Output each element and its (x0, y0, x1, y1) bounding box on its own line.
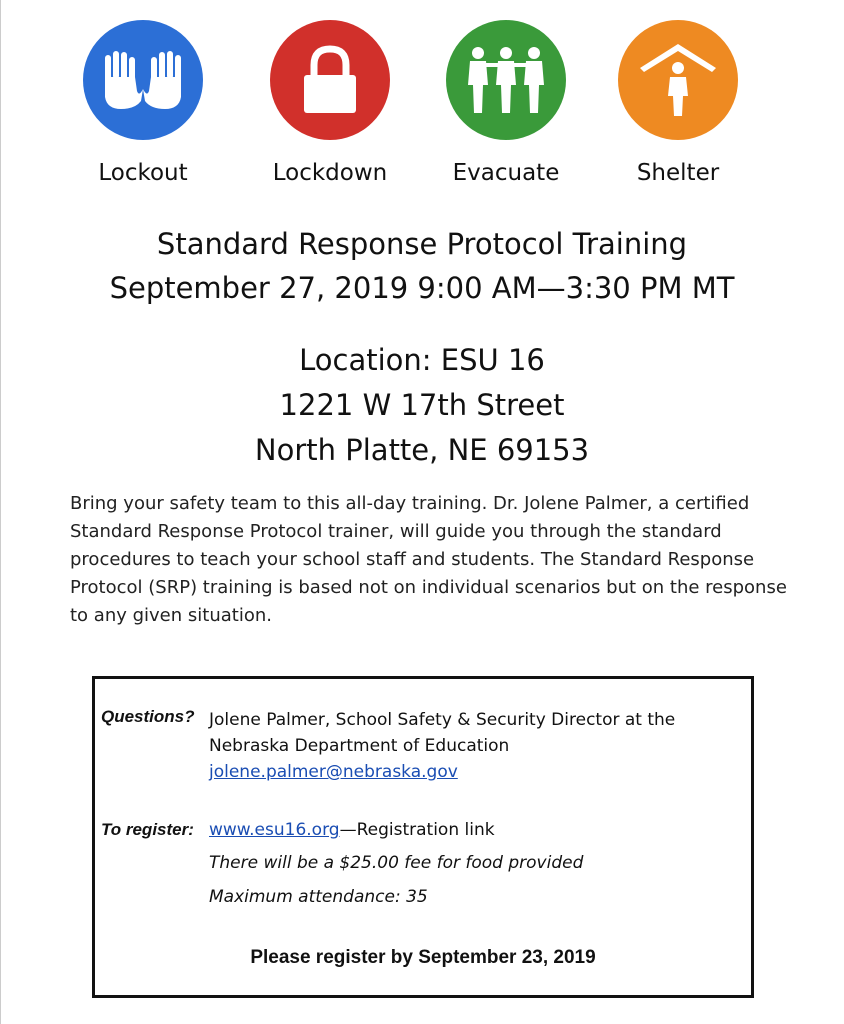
srp-icon-row (0, 20, 844, 190)
title-line-2: September 27, 2019 9:00 AM—3:30 PM MT (109, 271, 735, 305)
shelter-label: Shelter (636, 160, 720, 186)
registration-deadline: Please register by September 23, 2019 (250, 947, 596, 968)
hands-raised-icon (101, 49, 185, 111)
lockout-circle (83, 20, 203, 140)
shelter-column (598, 20, 758, 186)
register-link[interactable]: www.esu16.org (209, 820, 340, 840)
shelter-circle (618, 20, 738, 140)
event-title (0, 222, 844, 310)
location-line-2: 1221 W 17th Street (279, 388, 565, 422)
lockdown-column (250, 20, 410, 186)
register-suffix: —Registration link (339, 820, 495, 840)
questions-line-1: Jolene Palmer, School Safety & Security Director at the (209, 710, 676, 730)
evacuate-circle (446, 20, 566, 140)
evacuate-column (426, 20, 586, 186)
questions-contact (209, 707, 729, 785)
fee-note: There will be a $25.00 fee for food provided (209, 853, 584, 873)
location-line-1: Location: ESU 16 (299, 343, 545, 377)
location-line-3: North Platte, NE 69153 (254, 433, 590, 467)
evacuate-label: Evacuate (452, 160, 560, 186)
max-attendance: Maximum attendance: 35 (209, 887, 428, 907)
questions-line-2: Nebraska Department of Education (209, 736, 510, 756)
info-box (92, 676, 754, 998)
email-link[interactable]: jolene.palmer@nebraska.gov (209, 762, 458, 782)
lockdown-label: Lockdown (272, 160, 388, 186)
register-label: To register: (101, 820, 194, 839)
lockout-label: Lockout (98, 160, 188, 186)
questions-label: Questions? (101, 707, 195, 726)
title-line-1: Standard Response Protocol Training (156, 227, 688, 261)
lockout-column (63, 20, 223, 186)
register-line (209, 820, 729, 840)
lockdown-circle (270, 20, 390, 140)
padlock-icon (300, 45, 360, 115)
three-people-icon (461, 45, 551, 115)
person-under-roof-icon (638, 42, 718, 118)
event-location (0, 338, 844, 473)
event-description: Bring your safety team to this all-day training. Dr. Jolene Palmer, a certified Standard Response Protocol trainer, will guide you through the standard procedures to teach your school staff and students. The Standard Response Protocol (SRP) training is based not on individual scenarios but on the response to any given situation. (70, 493, 787, 626)
